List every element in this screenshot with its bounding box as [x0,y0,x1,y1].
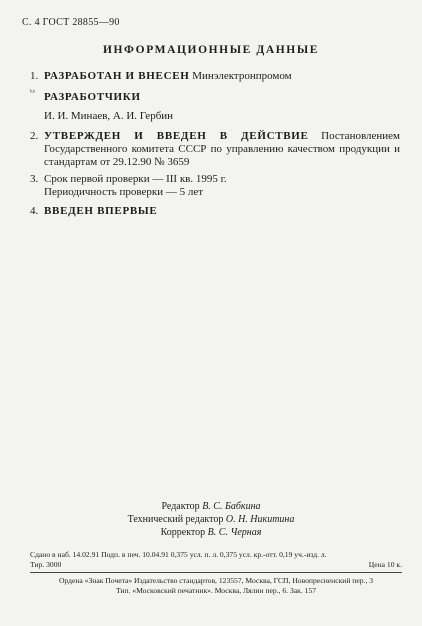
imprint-line-2 [30,560,402,570]
ink-mark: ᵏᵉ [30,87,36,97]
imprint-block [30,550,402,569]
item-text-2: Периодичность проверки — 5 лет [44,186,204,198]
info-item-1 [30,70,400,83]
item-text: Постановлением Государственного комитета СССР по управлению качеством продукции и стандартам от 29.12.90 № 3659 [44,130,400,168]
imprint-text: Сдано в наб. 14.02.91 Подп. в печ. 10.04.91 0,375 усл. п. л. 0,375 усл. кр.-отт. 0,19 уч.-изд. л. [30,550,327,559]
item-text: И. И. Минаев, А. И. Гербин [44,110,174,122]
item-number: 2. [30,130,39,142]
editor-line [0,526,422,539]
price: Цена 10 к. [368,559,402,569]
page-header: С. 4 ГОСТ 28855—90 [22,17,120,28]
item-heading: УТВЕРЖДЕН И ВВЕДЕН В ДЕЙСТВИЕ [44,130,309,142]
item-text: Минэлектронпромом [189,70,292,82]
page-title: ИНФОРМАЦИОННЫЕ ДАННЫЕ [102,44,320,56]
info-item-developers [30,91,400,104]
editor-line [0,500,422,513]
publisher-block [30,576,402,595]
item-number: 4. [30,205,39,217]
editor-line [0,513,422,526]
editor-name: О. Н. Никитина [225,514,295,525]
info-item-3 [30,173,400,199]
divider [30,572,402,573]
editors-block [0,500,422,539]
imprint-line-1 [30,550,402,560]
item-heading: РАЗРАБОТЧИКИ [44,91,141,103]
info-item-4 [30,205,400,218]
item-number: 1. [30,70,39,82]
editor-role: Корректор [160,527,208,538]
editor-name: В. С. Бабкина [202,501,261,512]
publisher-line: Ордена «Знак Почета» Издательство стандартов, 123557, Москва, ГСП, Новопресненский пер., 3 [58,576,374,585]
info-item-2 [30,130,400,169]
item-text: Срок первой проверки — III кв. 1995 г. [44,173,227,185]
info-item-developer-names [30,110,400,123]
item-heading: РАЗРАБОТАН И ВНЕСЕН [44,70,190,82]
printer-line: Тип. «Московский печатник». Москва, Лялин пер., 6. Зак. 157 [115,585,317,595]
item-heading: ВВЕДЕН ВПЕРВЫЕ [44,205,158,217]
editor-role: Технический редактор [127,514,226,525]
editor-name: В. С. Черная [207,527,262,538]
editor-role: Редактор [161,501,203,512]
item-number: 3. [30,173,39,185]
print-run: Тир. 3000 [30,559,62,569]
